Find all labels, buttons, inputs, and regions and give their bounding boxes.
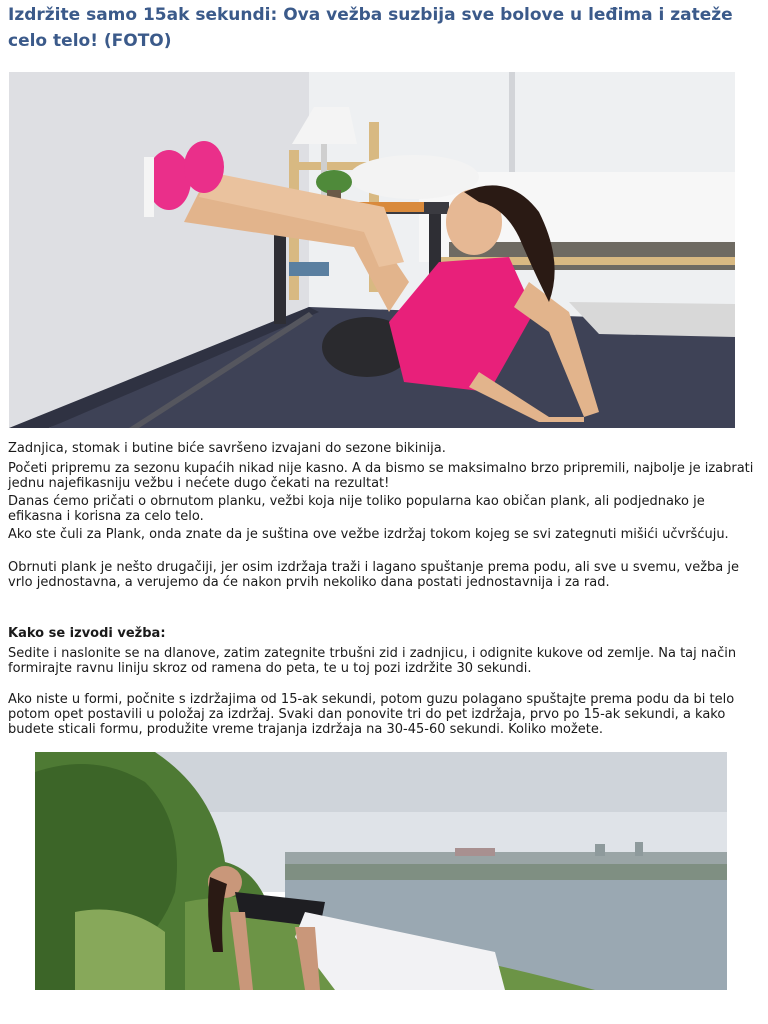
section-subheading: Kako se izvodi vežba: — [8, 626, 166, 641]
article-paragraph: Danas ćemo pričati o obrnutom planku, vežbi koja nije toliko popularna kao običan plank, ali podjednako je efikasna i korisna za celo telo. — [8, 494, 705, 524]
article-paragraph: Obrnuti plank je nešto drugačiji, jer osim izdržaja traži i lagano spuštanje prema podu, ali sve u svemu, vežba je vrlo jednostavna, a verujemo da će nakon prvih nekoliko dana postati jednostavnija i za rad. — [8, 560, 739, 590]
article-title: Izdržite samo 15ak sekundi: Ova vežba suzbija sve bolove u leđima i zateže celo telo! (FOTO) — [8, 5, 733, 51]
step-paragraph: Ako niste u formi, počnite s izdržajima od 15-ak sekundi, potom guzu polagano spuštajte prema podu da bi telo potom opet postavili u položaj za izdržaj. Svaki dan ponovite tri do pet izdržaja, prvo po 15-ak sekundi, a kako budete sticali formu, produžite vreme trajanja izdržaja na 30-45-60 sekundi. Koliko možete. — [8, 692, 735, 737]
article-paragraph: Ako ste čuli za Plank, onda znate da je suština ove vežbe izdržaj tokom kojeg se svi zategnuti mišići učvršćuju. — [8, 527, 729, 542]
article-paragraph: Početi pripremu za sezonu kupaćih nikad nije kasno. A da bismo se maksimalno brzo pripremili, najbolje je izabrati jednu najefikasniju vežbu i nećete dugo čekati na rezultat! — [8, 461, 754, 491]
step-paragraph: Sedite i naslonite se na dlanove, zatim zategnite trbušni zid i zadnjicu, i odignite kukove od zemlje. Na taj način formirajte ravnu liniju skroz od ramena do peta, te u toj pozi izdržite 30 sekundi. — [8, 646, 737, 676]
article-paragraph: Zadnjica, stomak i butine biće savršeno izvajani do sezone bikinija. — [8, 441, 446, 456]
exercise-photo-indoor — [9, 72, 735, 428]
exercise-photo-outdoor — [35, 752, 727, 990]
